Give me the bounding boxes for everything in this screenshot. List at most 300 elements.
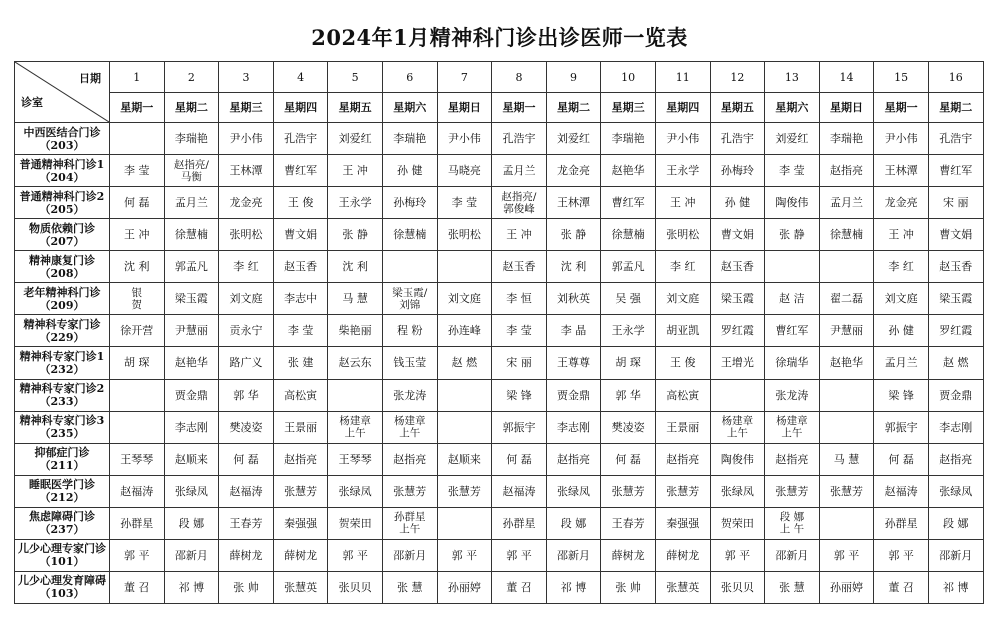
- doctor-cell: 梁玉霞: [710, 283, 765, 315]
- doctor-cell: 郭振宇: [492, 411, 547, 443]
- doctor-cell: 刘爱红: [765, 123, 820, 155]
- doctor-cell: [110, 379, 165, 411]
- clinic-row: [15, 187, 984, 219]
- doctor-cell: 王 俊: [273, 187, 328, 219]
- doctor-cell: 段 娜: [164, 507, 219, 539]
- doctor-cell: 杨建章 上午: [382, 411, 437, 443]
- clinic-name-cell: 精神科专家门诊2（233）: [15, 379, 110, 411]
- doctor-cell: 何 磊: [492, 443, 547, 475]
- weekday-header-cell: 星期五: [328, 93, 383, 123]
- clinic-row: [15, 475, 984, 507]
- doctor-cell: 李 红: [874, 251, 929, 283]
- doctor-cell: 罗红霞: [928, 315, 983, 347]
- doctor-cell: 徐慧楠: [382, 219, 437, 251]
- clinic-name-cell: 物质依赖门诊（207）: [15, 219, 110, 251]
- doctor-cell: 胡亚凯: [655, 315, 710, 347]
- doctor-cell: [819, 507, 874, 539]
- doctor-cell: 李 莹: [492, 315, 547, 347]
- clinic-row: [15, 411, 984, 443]
- clinic-name-cell: 睡眠医学门诊（212）: [15, 475, 110, 507]
- doctor-cell: 薛树龙: [219, 539, 274, 571]
- doctor-cell: 李 莹: [765, 155, 820, 187]
- date-header-cell: 10: [601, 62, 656, 93]
- doctor-cell: 王 冲: [328, 155, 383, 187]
- doctor-cell: 郭 平: [710, 539, 765, 571]
- clinic-row: [15, 571, 984, 603]
- doctor-cell: 银 贺: [110, 283, 165, 315]
- doctor-cell: 曹文娟: [928, 219, 983, 251]
- doctor-cell: 何 磊: [874, 443, 929, 475]
- doctor-cell: [765, 251, 820, 283]
- date-header-cell: 6: [382, 62, 437, 93]
- doctor-cell: 张慧芳: [655, 475, 710, 507]
- doctor-cell: 张明松: [219, 219, 274, 251]
- doctor-cell: 王林潭: [874, 155, 929, 187]
- doctor-cell: 沈 利: [546, 251, 601, 283]
- doctor-cell: 赵指亮: [819, 155, 874, 187]
- doctor-cell: 孔浩宇: [273, 123, 328, 155]
- weekday-header-cell: 星期二: [164, 93, 219, 123]
- doctor-cell: 刘秋英: [546, 283, 601, 315]
- doctor-cell: 郭 华: [219, 379, 274, 411]
- doctor-cell: 罗红霞: [710, 315, 765, 347]
- doctor-cell: 张龙涛: [765, 379, 820, 411]
- doctor-cell: 张慧芳: [273, 475, 328, 507]
- doctor-cell: 赵福涛: [874, 475, 929, 507]
- doctor-cell: 赵福涛: [219, 475, 274, 507]
- doctor-cell: 杨建章 上午: [710, 411, 765, 443]
- weekday-header-cell: 星期四: [273, 93, 328, 123]
- doctor-cell: 张慧芳: [765, 475, 820, 507]
- doctor-cell: 郭 华: [601, 379, 656, 411]
- weekday-header-cell: 星期六: [382, 93, 437, 123]
- clinic-name-cell: 儿少心理发育障碍（103）: [15, 571, 110, 603]
- doctor-cell: 郭孟凡: [164, 251, 219, 283]
- doctor-cell: 曹红军: [601, 187, 656, 219]
- date-axis-label: 日期: [79, 72, 101, 85]
- clinic-name-cell: 中西医结合门诊（203）: [15, 123, 110, 155]
- doctor-cell: 张 帅: [601, 571, 656, 603]
- doctor-cell: 董 召: [492, 571, 547, 603]
- doctor-cell: 徐慧楠: [819, 219, 874, 251]
- date-header-cell: 11: [655, 62, 710, 93]
- date-header-cell: 3: [219, 62, 274, 93]
- doctor-cell: 赵指亮: [546, 443, 601, 475]
- doctor-cell: [710, 379, 765, 411]
- doctor-cell: 王景丽: [273, 411, 328, 443]
- doctor-cell: 郭 平: [874, 539, 929, 571]
- doctor-cell: [819, 379, 874, 411]
- doctor-cell: 梁玉霞: [928, 283, 983, 315]
- clinic-row: [15, 507, 984, 539]
- doctor-cell: 郭 平: [819, 539, 874, 571]
- doctor-cell: 樊凌姿: [601, 411, 656, 443]
- doctor-cell: 郭 平: [437, 539, 492, 571]
- doctor-cell: 孟月兰: [492, 155, 547, 187]
- schedule-body: [15, 123, 984, 604]
- doctor-cell: 段 娜: [546, 507, 601, 539]
- doctor-cell: 邵新月: [928, 539, 983, 571]
- weekday-header-row: [15, 93, 984, 123]
- doctor-cell: 张 静: [328, 219, 383, 251]
- doctor-cell: 徐开营: [110, 315, 165, 347]
- doctor-cell: 王春芳: [601, 507, 656, 539]
- doctor-cell: 王 冲: [110, 219, 165, 251]
- date-header-cell: 9: [546, 62, 601, 93]
- doctor-cell: 赵玉香: [710, 251, 765, 283]
- weekday-header-cell: 星期一: [492, 93, 547, 123]
- doctor-cell: 李 晶: [546, 315, 601, 347]
- clinic-name-cell: 精神康复门诊（208）: [15, 251, 110, 283]
- doctor-cell: 郭 平: [328, 539, 383, 571]
- doctor-cell: 段 娜: [928, 507, 983, 539]
- schedule-table: [14, 61, 984, 604]
- doctor-cell: 张 帅: [219, 571, 274, 603]
- doctor-cell: 李 红: [219, 251, 274, 283]
- date-header-cell: 1: [110, 62, 165, 93]
- doctor-cell: 王林潭: [546, 187, 601, 219]
- doctor-cell: [328, 379, 383, 411]
- doctor-cell: [110, 123, 165, 155]
- doctor-cell: 钱玉莹: [382, 347, 437, 379]
- doctor-cell: 秦强强: [655, 507, 710, 539]
- doctor-cell: 王 冲: [874, 219, 929, 251]
- doctor-cell: 李志中: [273, 283, 328, 315]
- doctor-cell: 李瑞艳: [819, 123, 874, 155]
- doctor-cell: 王永学: [328, 187, 383, 219]
- doctor-cell: 段 娜 上 午: [765, 507, 820, 539]
- doctor-cell: 孙群星: [110, 507, 165, 539]
- doctor-cell: [382, 251, 437, 283]
- doctor-cell: 孙 健: [874, 315, 929, 347]
- doctor-cell: 李志刚: [546, 411, 601, 443]
- weekday-header-cell: 星期日: [819, 93, 874, 123]
- doctor-cell: 吴 强: [601, 283, 656, 315]
- doctor-cell: 赵 燃: [437, 347, 492, 379]
- doctor-cell: 龙金亮: [546, 155, 601, 187]
- doctor-cell: 何 磊: [110, 187, 165, 219]
- doctor-cell: 张慧芳: [819, 475, 874, 507]
- doctor-cell: 杨建章 上午: [765, 411, 820, 443]
- doctor-cell: 李瑞艳: [601, 123, 656, 155]
- doctor-cell: 宋 丽: [492, 347, 547, 379]
- doctor-cell: 胡 琛: [601, 347, 656, 379]
- doctor-cell: 张 建: [273, 347, 328, 379]
- doctor-cell: 梁玉霞/ 刘锦: [382, 283, 437, 315]
- doctor-cell: 张 静: [765, 219, 820, 251]
- doctor-cell: 王永学: [655, 155, 710, 187]
- doctor-cell: 曹红军: [928, 155, 983, 187]
- doctor-cell: 王 冲: [655, 187, 710, 219]
- doctor-cell: 赵指亮: [765, 443, 820, 475]
- doctor-cell: 孙群星: [874, 507, 929, 539]
- doctor-cell: 郭孟凡: [601, 251, 656, 283]
- doctor-cell: 张绿凤: [928, 475, 983, 507]
- doctor-cell: 赵玉香: [492, 251, 547, 283]
- doctor-cell: 张龙涛: [382, 379, 437, 411]
- doctor-cell: 董 召: [110, 571, 165, 603]
- clinic-name-cell: 精神科专家门诊（229）: [15, 315, 110, 347]
- doctor-cell: 孙梅玲: [710, 155, 765, 187]
- doctor-cell: 赵指亮/ 马衡: [164, 155, 219, 187]
- weekday-header-cell: 星期六: [765, 93, 820, 123]
- corner-header-cell: [15, 62, 110, 123]
- doctor-cell: 马晓亮: [437, 155, 492, 187]
- doctor-cell: 王 冲: [492, 219, 547, 251]
- doctor-cell: 薛树龙: [601, 539, 656, 571]
- doctor-cell: 赵 洁: [765, 283, 820, 315]
- date-header-cell: 12: [710, 62, 765, 93]
- doctor-cell: 赵艳华: [601, 155, 656, 187]
- doctor-cell: 高松寅: [655, 379, 710, 411]
- doctor-cell: 宋 丽: [928, 187, 983, 219]
- clinic-name-cell: 抑郁症门诊（211）: [15, 443, 110, 475]
- doctor-cell: 张绿凤: [328, 475, 383, 507]
- clinic-name-cell: 焦虑障碍门诊（237）: [15, 507, 110, 539]
- doctor-cell: 张慧芳: [382, 475, 437, 507]
- doctor-cell: 刘文庭: [874, 283, 929, 315]
- doctor-cell: 赵艳华: [819, 347, 874, 379]
- date-header-cell: 7: [437, 62, 492, 93]
- date-header-row: [15, 62, 984, 93]
- doctor-cell: 张慧芳: [601, 475, 656, 507]
- date-header-cell: 14: [819, 62, 874, 93]
- doctor-cell: 刘文庭: [437, 283, 492, 315]
- clinic-name-cell: 普通精神科门诊2（205）: [15, 187, 110, 219]
- doctor-cell: 李 莹: [273, 315, 328, 347]
- doctor-cell: 孙丽婷: [437, 571, 492, 603]
- doctor-cell: 张贝贝: [710, 571, 765, 603]
- doctor-cell: 邵新月: [546, 539, 601, 571]
- doctor-cell: [819, 411, 874, 443]
- clinic-row: [15, 315, 984, 347]
- weekday-header-cell: 星期三: [219, 93, 274, 123]
- doctor-cell: [437, 507, 492, 539]
- doctor-cell: 徐慧楠: [601, 219, 656, 251]
- doctor-cell: 尹慧丽: [819, 315, 874, 347]
- doctor-cell: 薛树龙: [655, 539, 710, 571]
- doctor-cell: 刘爱红: [328, 123, 383, 155]
- doctor-cell: 刘文庭: [655, 283, 710, 315]
- doctor-cell: 陶俊伟: [710, 443, 765, 475]
- doctor-cell: 邵新月: [382, 539, 437, 571]
- doctor-cell: 张绿凤: [164, 475, 219, 507]
- doctor-cell: 邵新月: [164, 539, 219, 571]
- doctor-cell: 翟二磊: [819, 283, 874, 315]
- doctor-cell: 邵新月: [765, 539, 820, 571]
- doctor-cell: 曹文娟: [273, 219, 328, 251]
- date-header-cell: 4: [273, 62, 328, 93]
- weekday-header-cell: 星期三: [601, 93, 656, 123]
- doctor-cell: 张慧英: [655, 571, 710, 603]
- doctor-cell: 李 恒: [492, 283, 547, 315]
- doctor-cell: 樊凌姿: [219, 411, 274, 443]
- weekday-header-cell: 星期二: [546, 93, 601, 123]
- doctor-cell: 贾金鼎: [928, 379, 983, 411]
- clinic-row: [15, 539, 984, 571]
- clinic-row: [15, 283, 984, 315]
- doctor-cell: 曹文娟: [710, 219, 765, 251]
- date-header-cell: 8: [492, 62, 547, 93]
- room-axis-label: 诊室: [21, 96, 43, 109]
- doctor-cell: 徐瑞华: [765, 347, 820, 379]
- doctor-cell: 赵顺来: [164, 443, 219, 475]
- doctor-cell: 高松寅: [273, 379, 328, 411]
- doctor-cell: 祁 博: [546, 571, 601, 603]
- weekday-header-cell: 星期二: [928, 93, 983, 123]
- doctor-cell: 徐慧楠: [164, 219, 219, 251]
- date-header-cell: 13: [765, 62, 820, 93]
- doctor-cell: 张 静: [546, 219, 601, 251]
- doctor-cell: 孙梅玲: [382, 187, 437, 219]
- doctor-cell: 贡永宁: [219, 315, 274, 347]
- doctor-cell: 马 慧: [328, 283, 383, 315]
- doctor-cell: 赵玉香: [273, 251, 328, 283]
- doctor-cell: 张明松: [437, 219, 492, 251]
- doctor-cell: 王春芳: [219, 507, 274, 539]
- diagonal-divider: [15, 62, 109, 122]
- doctor-cell: 张慧英: [273, 571, 328, 603]
- clinic-row: [15, 251, 984, 283]
- doctor-cell: 王林潭: [219, 155, 274, 187]
- doctor-cell: 王尊尊: [546, 347, 601, 379]
- clinic-name-cell: 精神科专家门诊3（235）: [15, 411, 110, 443]
- doctor-cell: 李 红: [655, 251, 710, 283]
- doctor-cell: 赵福涛: [492, 475, 547, 507]
- doctor-cell: 龙金亮: [874, 187, 929, 219]
- doctor-cell: 张 慧: [382, 571, 437, 603]
- weekday-header-cell: 星期一: [110, 93, 165, 123]
- doctor-cell: 薛树龙: [273, 539, 328, 571]
- doctor-cell: 尹小伟: [874, 123, 929, 155]
- doctor-cell: 孙丽婷: [819, 571, 874, 603]
- doctor-cell: 张绿凤: [546, 475, 601, 507]
- doctor-cell: 路广义: [219, 347, 274, 379]
- doctor-cell: 王增光: [710, 347, 765, 379]
- doctor-cell: [437, 379, 492, 411]
- date-header-cell: 5: [328, 62, 383, 93]
- doctor-cell: 孙连峰: [437, 315, 492, 347]
- doctor-cell: 何 磊: [219, 443, 274, 475]
- doctor-cell: 赵艳华: [164, 347, 219, 379]
- doctor-cell: 王景丽: [655, 411, 710, 443]
- doctor-cell: 孙 健: [382, 155, 437, 187]
- doctor-cell: 郭 平: [110, 539, 165, 571]
- weekday-header-cell: 星期日: [437, 93, 492, 123]
- doctor-cell: 尹小伟: [655, 123, 710, 155]
- doctor-cell: 赵指亮/ 郭俊峰: [492, 187, 547, 219]
- doctor-cell: 尹慧丽: [164, 315, 219, 347]
- doctor-cell: 赵云东: [328, 347, 383, 379]
- doctor-cell: 王永学: [601, 315, 656, 347]
- doctor-cell: 赵玉香: [928, 251, 983, 283]
- clinic-row: [15, 123, 984, 155]
- doctor-cell: 梁 锋: [492, 379, 547, 411]
- clinic-row: [15, 155, 984, 187]
- doctor-cell: 张慧芳: [437, 475, 492, 507]
- doctor-cell: 杨建章 上午: [328, 411, 383, 443]
- clinic-row: [15, 347, 984, 379]
- doctor-cell: 张 慧: [765, 571, 820, 603]
- doctor-cell: 贺荣田: [710, 507, 765, 539]
- doctor-cell: 贺荣田: [328, 507, 383, 539]
- doctor-cell: 李 莹: [437, 187, 492, 219]
- doctor-cell: 赵福涛: [110, 475, 165, 507]
- doctor-cell: 张贝贝: [328, 571, 383, 603]
- clinic-name-cell: 普通精神科门诊1（204）: [15, 155, 110, 187]
- doctor-cell: 孟月兰: [819, 187, 874, 219]
- doctor-cell: 龙金亮: [219, 187, 274, 219]
- doctor-cell: 李瑞艳: [382, 123, 437, 155]
- doctor-cell: 孟月兰: [874, 347, 929, 379]
- doctor-cell: 王 俊: [655, 347, 710, 379]
- doctor-cell: 郭振宇: [874, 411, 929, 443]
- doctor-cell: [110, 411, 165, 443]
- doctor-cell: 郭 平: [492, 539, 547, 571]
- weekday-header-cell: 星期四: [655, 93, 710, 123]
- date-header-cell: 2: [164, 62, 219, 93]
- doctor-cell: 胡 琛: [110, 347, 165, 379]
- doctor-cell: 孙群星: [492, 507, 547, 539]
- doctor-cell: 王琴琴: [110, 443, 165, 475]
- doctor-cell: [437, 251, 492, 283]
- doctor-cell: 李 莹: [110, 155, 165, 187]
- doctor-cell: 秦强强: [273, 507, 328, 539]
- clinic-name-cell: 精神科专家门诊1（232）: [15, 347, 110, 379]
- doctor-cell: 马 慧: [819, 443, 874, 475]
- doctor-cell: 祁 博: [928, 571, 983, 603]
- doctor-cell: 刘爱红: [546, 123, 601, 155]
- doctor-cell: 李瑞艳: [164, 123, 219, 155]
- doctor-cell: 赵指亮: [382, 443, 437, 475]
- doctor-cell: 程 粉: [382, 315, 437, 347]
- date-header-cell: 15: [874, 62, 929, 93]
- doctor-cell: 李志刚: [928, 411, 983, 443]
- doctor-cell: 孔浩宇: [492, 123, 547, 155]
- weekday-header-cell: 星期一: [874, 93, 929, 123]
- doctor-cell: 何 磊: [601, 443, 656, 475]
- doctor-cell: 祁 博: [164, 571, 219, 603]
- clinic-name-cell: 老年精神科门诊（209）: [15, 283, 110, 315]
- doctor-cell: 贾金鼎: [546, 379, 601, 411]
- doctor-cell: 赵指亮: [273, 443, 328, 475]
- doctor-cell: 赵 燃: [928, 347, 983, 379]
- doctor-cell: 曹红军: [273, 155, 328, 187]
- doctor-cell: 张绿凤: [710, 475, 765, 507]
- doctor-cell: 赵指亮: [655, 443, 710, 475]
- clinic-name-cell: 儿少心理专家门诊（101）: [15, 539, 110, 571]
- doctor-cell: 陶俊伟: [765, 187, 820, 219]
- doctor-cell: 孔浩宇: [710, 123, 765, 155]
- doctor-cell: 孔浩宇: [928, 123, 983, 155]
- doctor-cell: 张明松: [655, 219, 710, 251]
- doctor-cell: 柴艳丽: [328, 315, 383, 347]
- date-header-cell: 16: [928, 62, 983, 93]
- doctor-cell: 沈 利: [110, 251, 165, 283]
- doctor-cell: 孙群星 上午: [382, 507, 437, 539]
- doctor-cell: 孙 健: [710, 187, 765, 219]
- clinic-row: [15, 379, 984, 411]
- doctor-cell: 刘文庭: [219, 283, 274, 315]
- doctor-cell: 梁 锋: [874, 379, 929, 411]
- doctor-cell: 梁玉霞: [164, 283, 219, 315]
- page-title: 2024年1月精神科门诊出诊医师一览表: [311, 25, 688, 50]
- doctor-cell: 贾金鼎: [164, 379, 219, 411]
- doctor-cell: [819, 251, 874, 283]
- doctor-cell: 王琴琴: [328, 443, 383, 475]
- doctor-cell: 曹红军: [765, 315, 820, 347]
- clinic-row: [15, 443, 984, 475]
